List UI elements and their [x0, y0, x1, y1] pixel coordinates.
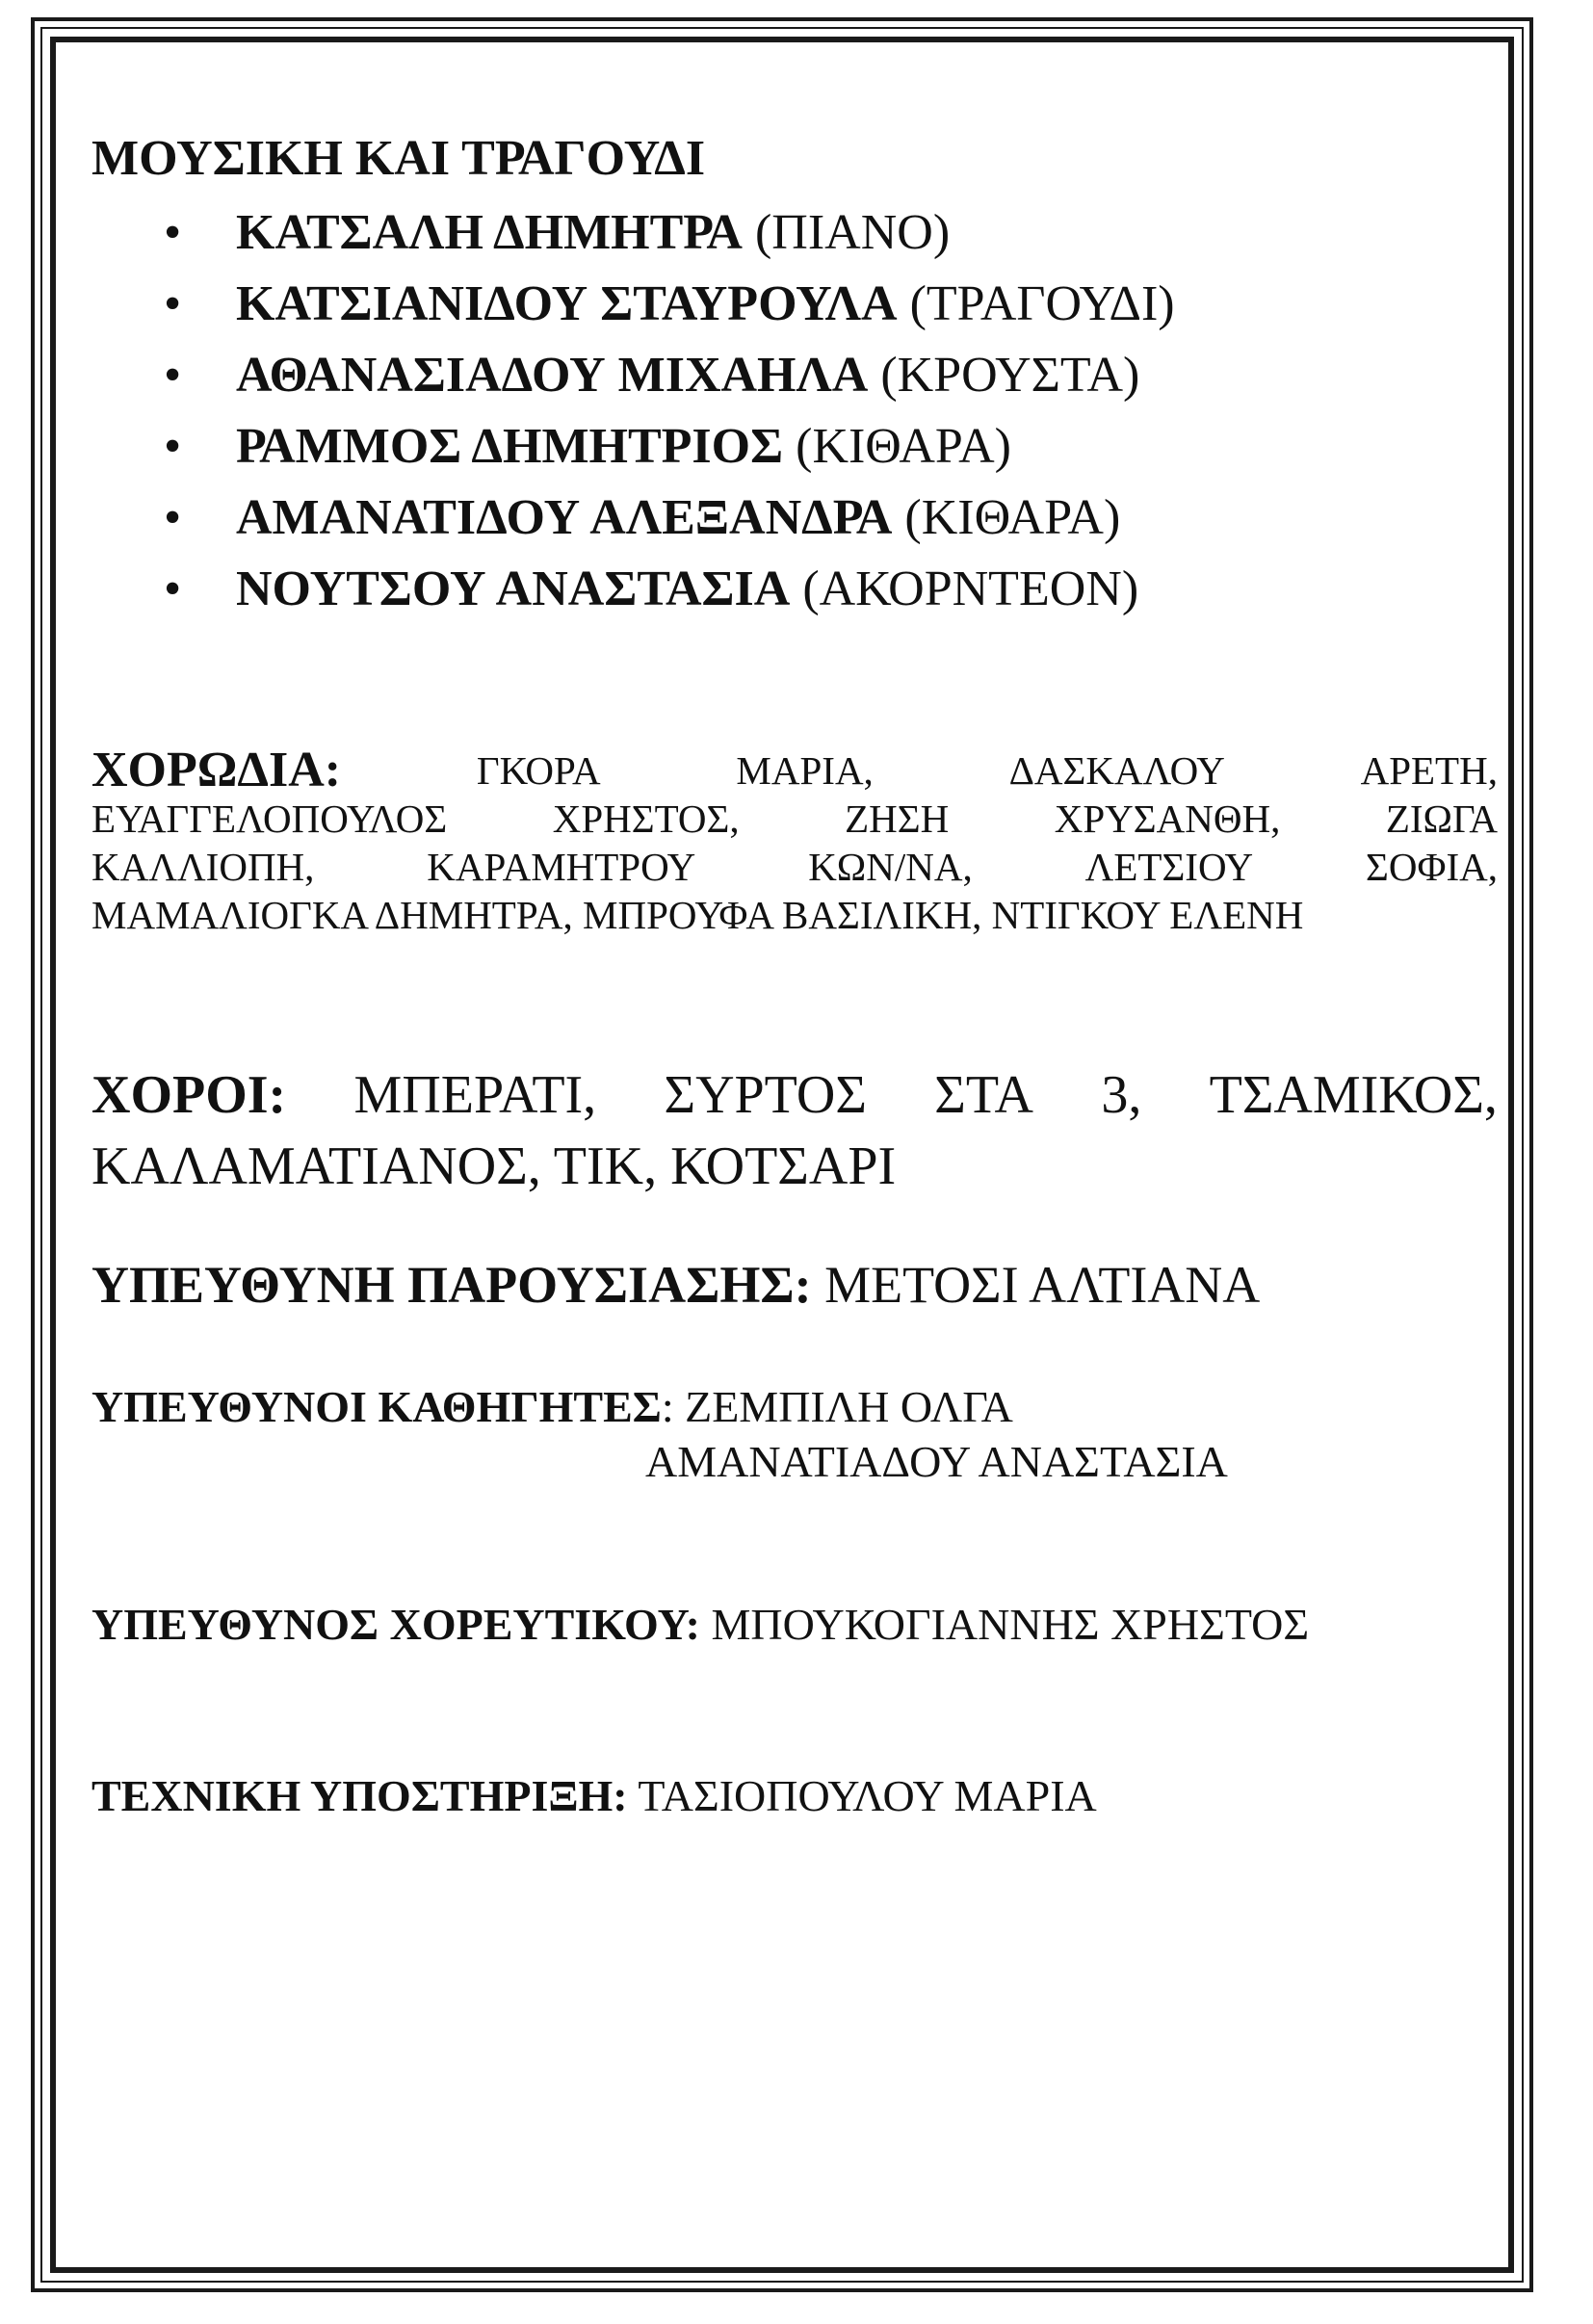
choir-text: ΜΑΜΑΛΙΟΓΚΑ ΔΗΜΗΤΡΑ, ΜΠΡΟΥΦΑ ΒΑΣΙΛΙΚΗ, ΝΤΙΓΚΟΥ ΕΛΕΝΗ — [91, 893, 1304, 937]
dance-head-value: ΜΠΟΥΚΟΓΙΑΝΝΗΣ ΧΡΗΣΤΟΣ — [711, 1600, 1310, 1649]
list-item — [154, 411, 1175, 483]
presenter-line — [91, 1255, 1260, 1315]
choir-word: ΣΟΦΙΑ, — [1366, 845, 1498, 889]
choir-word: ΜΑΡΙΑ, — [736, 748, 874, 793]
list-item — [154, 269, 1175, 340]
dance-word: ΜΠΕΡΑΤΙ, — [353, 1065, 597, 1125]
member-role: (ΚΙΘΑΡΑ) — [904, 490, 1121, 545]
presenter-value: ΜΕΤΟΣΙ ΑΛΤΙΑΝΑ — [824, 1256, 1261, 1314]
choir-line-3 — [91, 843, 1498, 891]
presenter-label: ΥΠΕΥΘΥΝΗ ΠΑΡΟΥΣΙΑΣΗΣ: — [91, 1256, 812, 1314]
choir-word: ΑΡΕΤΗ, — [1360, 748, 1498, 793]
choir-word: ΕΥΑΓΓΕΛΟΠΟΥΛΟΣ — [91, 796, 448, 841]
member-name: ΝΟΥΤΣΟΥ ΑΝΑΣΤΑΣΙΑ — [236, 561, 791, 616]
choir-word: ΚΑΡΑΜΗΤΡΟΥ — [427, 845, 696, 889]
list-item — [154, 554, 1175, 625]
list-item — [154, 197, 1175, 269]
teacher-name: ΖΕΜΠΙΛΗ ΟΛΓΑ — [685, 1382, 1013, 1431]
music-members-list — [154, 197, 1175, 625]
choir-word: ΚΩΝ/ΝΑ, — [808, 845, 973, 889]
dances-line-1 — [91, 1059, 1498, 1131]
member-role: (ΠΙΑΝΟ) — [754, 205, 951, 260]
member-role: (ΚΡΟΥΣΤΑ) — [880, 348, 1140, 403]
member-role: (ΑΚΟΡΝΤΕΟΝ) — [802, 561, 1139, 616]
member-role: (ΤΡΑΓΟΥΔΙ) — [909, 276, 1175, 331]
teachers-colon: : — [661, 1382, 674, 1431]
list-item — [154, 340, 1175, 411]
dance-word: 3, — [1101, 1065, 1142, 1125]
member-name: ΚΑΤΣΙΑΝΙΔΟΥ ΣΤΑΥΡΟΥΛΑ — [236, 276, 898, 331]
dances-line-2: ΚΑΛΑΜΑΤΙΑΝΟΣ, ΤΙΚ, ΚΟΤΣΑΡΙ — [91, 1136, 897, 1196]
choir-word: ΖΗΣΗ — [845, 796, 950, 841]
choir-line-2 — [91, 795, 1498, 843]
member-name: ΚΑΤΣΑΛΗ ΔΗΜΗΤΡΑ — [236, 205, 743, 260]
choir-word: ΧΡΥΣΑΝΘΗ, — [1054, 796, 1281, 841]
bullet-icon: • — [164, 205, 182, 260]
choir-word: ΚΑΛΛΙΟΠΗ, — [91, 845, 315, 889]
dance-word: ΣΤΑ — [934, 1065, 1033, 1125]
dance-word: ΤΣΑΜΙΚΟΣ, — [1209, 1065, 1498, 1125]
teacher-name-second: ΑΜΑΝΑΤΙΑΔΟΥ ΑΝΑΣΤΑΣΙΑ — [645, 1437, 1228, 1486]
choir-section — [91, 743, 1498, 939]
member-role: (ΚΙΘΑΡΑ) — [796, 419, 1011, 474]
music-section-title: ΜΟΥΣΙΚΗ ΚΑΙ ΤΡΑΓΟΥΔΙ — [91, 131, 706, 186]
dance-head-label: ΥΠΕΥΘΥΝΟΣ ΧΟΡΕΥΤΙΚΟΥ: — [91, 1600, 700, 1649]
member-name: ΑΘΑΝΑΣΙΑΔΟΥ ΜΙΧΑΗΛΑ — [236, 348, 869, 403]
bullet-icon: • — [164, 276, 182, 331]
choir-line-4 — [91, 891, 1498, 939]
tech-label: ΤΕΧΝΙΚΗ ΥΠΟΣΤΗΡΙΞΗ: — [91, 1771, 628, 1820]
bullet-icon: • — [164, 561, 182, 616]
teachers-label: ΥΠΕΥΘΥΝΟΙ ΚΑΘΗΓΗΤΕΣ — [91, 1382, 662, 1431]
choir-word: ΛΕΤΣΙΟΥ — [1084, 845, 1254, 889]
teachers-line — [91, 1380, 1013, 1434]
tech-support-line — [91, 1770, 1097, 1821]
bullet-icon: • — [164, 348, 182, 403]
member-name: ΑΜΑΝΑΤΙΔΟΥ ΑΛΕΞΑΝΔΡΑ — [236, 490, 893, 545]
bullet-icon: • — [164, 419, 182, 474]
tech-value: ΤΑΣΙΟΠΟΥΛΟΥ ΜΑΡΙΑ — [638, 1771, 1097, 1820]
choir-word: ΧΡΗΣΤΟΣ, — [552, 796, 740, 841]
choir-label: ΧΟΡΩΔΙΑ: — [91, 743, 342, 797]
dance-word: ΣΥΡΤΟΣ — [664, 1065, 867, 1125]
bullet-icon: • — [164, 490, 182, 545]
choir-word: ΔΑΣΚΑΛΟΥ — [1008, 748, 1225, 793]
choir-word: ΖΙΩΓΑ — [1385, 796, 1498, 841]
choir-word: ΓΚΟΡΑ — [476, 748, 601, 793]
choir-line-1 — [91, 743, 1498, 797]
dances-section — [91, 1059, 1498, 1202]
dances-label: ΧΟΡΟΙ: — [91, 1065, 287, 1125]
member-name: ΡΑΜΜΟΣ ΔΗΜΗΤΡΙΟΣ — [236, 419, 784, 474]
dance-head-line — [91, 1599, 1309, 1650]
list-item — [154, 483, 1175, 554]
